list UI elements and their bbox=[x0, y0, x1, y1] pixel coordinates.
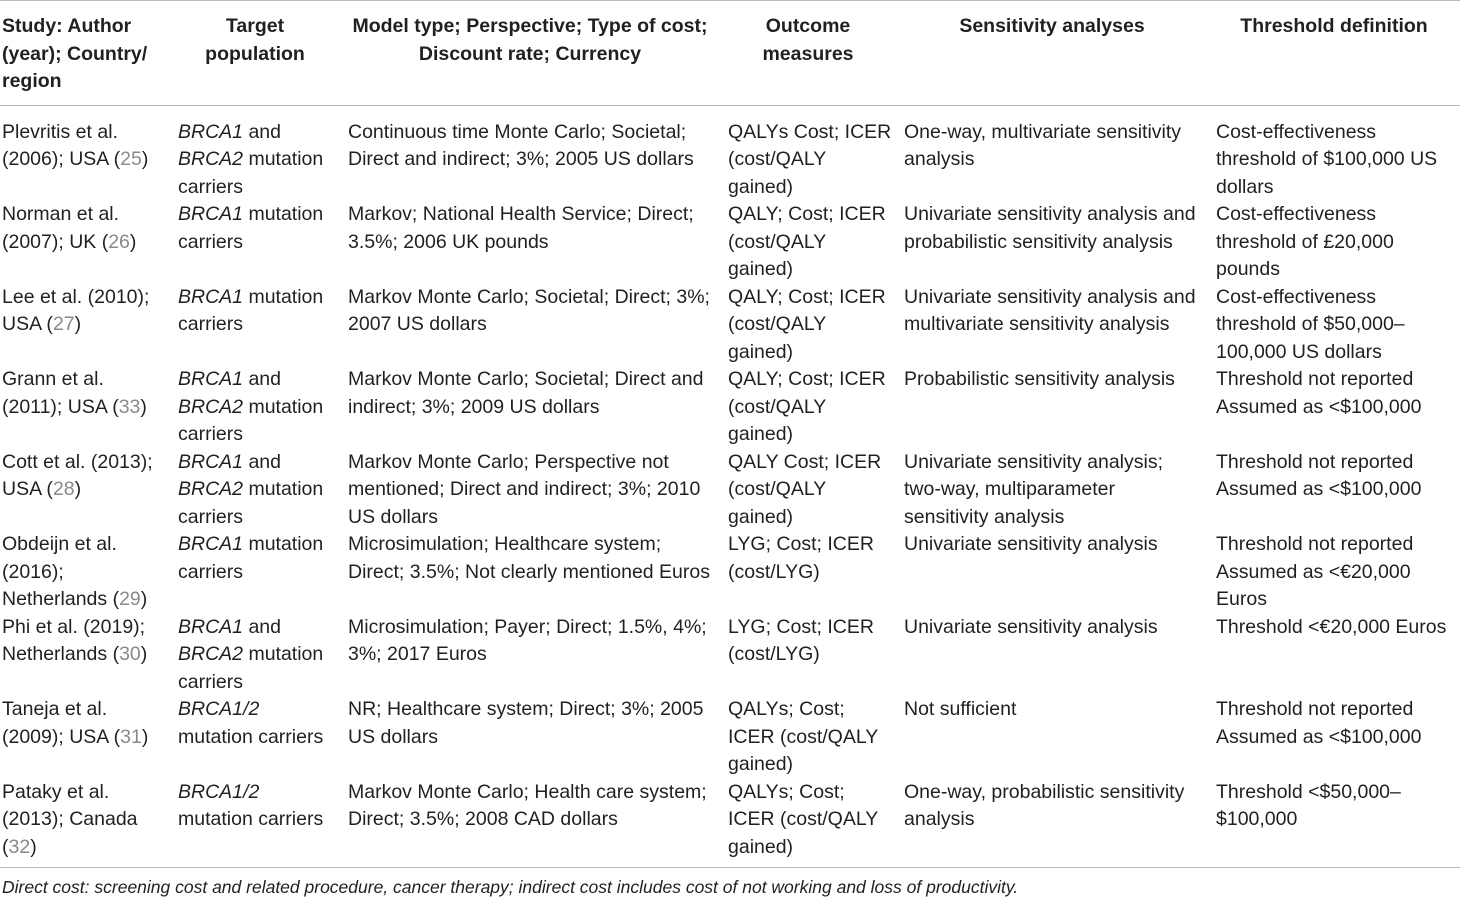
cell-population bbox=[170, 779, 340, 868]
ref-close: ) bbox=[74, 478, 82, 500]
reference-link[interactable]: 29 bbox=[119, 588, 141, 610]
cell-model: Markov Monte Carlo; Health care system; Direct; 3.5%; 2008 CAD dollars bbox=[340, 779, 720, 868]
cell-sensitivity: Univariate sensitivity analysis and multivariate sensitivity analysis bbox=[904, 285, 1196, 335]
ref-close: ) bbox=[140, 643, 148, 665]
ref-close: ) bbox=[140, 588, 148, 610]
reference-link[interactable]: 32 bbox=[8, 835, 31, 858]
ref-close: ) bbox=[141, 148, 149, 170]
gene-name: BRCA1 bbox=[178, 285, 244, 308]
ref-close: ) bbox=[74, 313, 82, 335]
cell-sensitivity: Univariate sensitivity analysis bbox=[904, 533, 1158, 555]
cell-study bbox=[0, 366, 170, 449]
table-row bbox=[0, 105, 1460, 201]
reference-link[interactable]: 26 bbox=[108, 230, 130, 253]
table-row bbox=[0, 779, 1460, 868]
table-row bbox=[0, 531, 1460, 614]
study-text: Norman et al. (2007); UK ( bbox=[2, 203, 120, 253]
cell-sensitivity: One-way, probabilistic sensitivity analysis bbox=[896, 779, 1208, 868]
cell-outcome: LYG; Cost; ICER (cost/LYG) bbox=[728, 533, 874, 583]
table-row bbox=[0, 696, 1460, 779]
table-footnote: Direct cost: screening cost and related procedure, cancer therapy; indirect cost includes cost of not working and loss of productivity. bbox=[2, 877, 1019, 897]
study-text: Phi et al. (2019); Netherlands ( bbox=[2, 615, 146, 665]
population-text: mutation carriers bbox=[178, 148, 324, 198]
cell-outcome: QALYs; Cost; ICER (cost/QALY gained) bbox=[728, 698, 878, 775]
cell-population bbox=[170, 284, 340, 367]
study-text: Pataky et al. (2013); Canada ( bbox=[2, 780, 138, 858]
study-text: Plevritis et al. (2006); USA ( bbox=[2, 120, 121, 170]
cell-population bbox=[170, 696, 340, 779]
header-row bbox=[0, 1, 1460, 106]
cell-threshold: Cost-effectiveness threshold of £20,000 pounds bbox=[1216, 203, 1394, 280]
gene-name: BRCA1/2 bbox=[178, 780, 260, 803]
cell-sensitivity: Probabilistic sensitivity analysis bbox=[904, 368, 1175, 390]
gene-name-2: BRCA2 bbox=[178, 395, 244, 418]
reference-link[interactable]: 31 bbox=[120, 725, 142, 748]
cell-outcome: QALY; Cost; ICER (cost/QALY gained) bbox=[728, 203, 886, 280]
cell-outcome: QALY; Cost; ICER (cost/QALY gained) bbox=[728, 368, 886, 445]
gene-joiner: and bbox=[243, 615, 281, 638]
population-text: mutation carriers bbox=[178, 533, 324, 583]
ref-close: ) bbox=[129, 230, 137, 253]
cell-threshold: Threshold not reported Assumed as <$100,000 bbox=[1216, 698, 1422, 748]
gene-name: BRCA1 bbox=[178, 368, 244, 390]
population-text: mutation carriers bbox=[178, 478, 324, 528]
gene-name: BRCA1 bbox=[178, 533, 244, 555]
cell-threshold: Cost-effectiveness threshold of $100,000 US dollars bbox=[1216, 120, 1438, 198]
gene-name: BRCA1/2 bbox=[178, 698, 260, 720]
population-text: mutation carriers bbox=[178, 725, 324, 748]
cell-threshold: Cost-effectiveness threshold of $50,000–100,000 US dollars bbox=[1216, 285, 1405, 363]
cell-sensitivity: Univariate sensitivity analysis and probabilistic sensitivity analysis bbox=[904, 203, 1196, 253]
study-text: Obdeijn et al. (2016); Netherlands ( bbox=[2, 533, 120, 610]
cell-threshold: Threshold <$50,000–$100,000 bbox=[1208, 779, 1460, 868]
cell-model: Continuous time Monte Carlo; Societal; Direct and indirect; 3%; 2005 US dollars bbox=[348, 120, 694, 170]
header-outcome-measures: Outcome measures bbox=[720, 1, 896, 106]
population-text: mutation carriers bbox=[178, 808, 324, 830]
cell-model: Markov; National Health Service; Direct; 3.5%; 2006 UK pounds bbox=[348, 203, 694, 253]
cell-model: Markov Monte Carlo; Perspective not mentioned; Direct and indirect; 3%; 2010 US dollars bbox=[348, 450, 701, 528]
gene-name-2: BRCA2 bbox=[178, 643, 244, 665]
table-row bbox=[0, 366, 1460, 449]
cell-study bbox=[0, 779, 170, 868]
study-text: Grann et al. (2011); USA ( bbox=[2, 368, 119, 418]
cell-threshold: Threshold not reported Assumed as <$100,000 bbox=[1216, 450, 1422, 500]
table-header bbox=[0, 1, 1460, 106]
reference-link[interactable]: 28 bbox=[52, 478, 75, 500]
cell-model: Markov Monte Carlo; Societal; Direct and indirect; 3%; 2009 US dollars bbox=[348, 368, 704, 418]
ref-close: ) bbox=[141, 725, 149, 748]
ref-close: ) bbox=[30, 835, 37, 858]
population-text: mutation carriers bbox=[178, 285, 324, 335]
cell-population bbox=[170, 449, 340, 532]
gene-joiner: and bbox=[243, 450, 281, 473]
cell-population bbox=[170, 201, 340, 284]
gene-name: BRCA1 bbox=[178, 120, 244, 143]
cell-population bbox=[170, 614, 340, 697]
cell-study bbox=[0, 105, 170, 201]
header-study: Study: Author (year); Country/ region bbox=[0, 1, 170, 106]
cell-outcome: QALY; Cost; ICER (cost/QALY gained) bbox=[728, 285, 886, 363]
gene-name: BRCA1 bbox=[178, 450, 244, 473]
population-text: mutation carriers bbox=[178, 643, 324, 693]
table-row bbox=[0, 614, 1460, 697]
reference-link[interactable]: 25 bbox=[120, 148, 142, 170]
cell-model: Markov Monte Carlo; Societal; Direct; 3%; 2007 US dollars bbox=[348, 285, 710, 335]
cell-population bbox=[170, 105, 340, 201]
cell-threshold: Threshold <€20,000 Euros bbox=[1216, 615, 1447, 638]
header-threshold-definition: Threshold definition bbox=[1208, 1, 1460, 106]
cell-sensitivity: One-way, multivariate sensitivity analysis bbox=[904, 120, 1182, 170]
cell-threshold: Threshold not reported Assumed as <€20,000 Euros bbox=[1216, 533, 1414, 610]
gene-name-2: BRCA2 bbox=[178, 148, 244, 170]
study-text: Lee et al. (2010); USA ( bbox=[2, 285, 150, 335]
cell-sensitivity: Univariate sensitivity analysis bbox=[904, 615, 1158, 638]
cell-model: Microsimulation; Payer; Direct; 1.5%, 4%; 3%; 2017 Euros bbox=[348, 615, 707, 665]
cell-study bbox=[0, 284, 170, 367]
table-body bbox=[0, 105, 1460, 868]
study-text: Taneja et al. (2009); USA ( bbox=[2, 698, 121, 748]
cell-threshold: Threshold not reported Assumed as <$100,000 bbox=[1216, 368, 1422, 418]
cell-outcome: QALYs; Cost; ICER (cost/QALY gained) bbox=[720, 779, 896, 868]
table-row bbox=[0, 284, 1460, 367]
cell-sensitivity: Univariate sensitivity analysis; two-way, multiparameter sensitivity analysis bbox=[904, 450, 1164, 528]
gene-name-2: BRCA2 bbox=[178, 478, 244, 500]
gene-joiner: and bbox=[243, 368, 281, 390]
header-sensitivity-analyses: Sensitivity analyses bbox=[896, 1, 1208, 106]
reference-link[interactable]: 33 bbox=[118, 395, 141, 418]
header-target-population: Target population bbox=[170, 1, 340, 106]
table-row bbox=[0, 449, 1460, 532]
header-model-type: Model type; Perspective; Type of cost; Discount rate; Currency bbox=[340, 1, 720, 106]
cell-model: NR; Healthcare system; Direct; 3%; 2005 US dollars bbox=[348, 698, 704, 748]
study-text: Cott et al. (2013); USA ( bbox=[2, 450, 153, 500]
cell-study bbox=[0, 449, 170, 532]
cell-outcome: LYG; Cost; ICER (cost/LYG) bbox=[728, 615, 874, 665]
gene-name: BRCA1 bbox=[178, 615, 244, 638]
cell-study bbox=[0, 696, 170, 779]
reference-link[interactable]: 27 bbox=[52, 313, 75, 335]
cell-model: Microsimulation; Healthcare system; Direct; 3.5%; Not clearly mentioned Euros bbox=[348, 533, 710, 583]
ref-close: ) bbox=[140, 395, 147, 418]
cell-study bbox=[0, 614, 170, 697]
cell-study bbox=[0, 201, 170, 284]
reference-link[interactable]: 30 bbox=[119, 643, 141, 665]
cell-outcome: QALYs Cost; ICER (cost/QALY gained) bbox=[728, 120, 892, 198]
population-text: mutation carriers bbox=[178, 203, 324, 253]
cell-outcome: QALY Cost; ICER (cost/QALY gained) bbox=[728, 450, 882, 528]
cell-study bbox=[0, 531, 170, 614]
table-row bbox=[0, 201, 1460, 284]
population-text: mutation carriers bbox=[178, 395, 324, 445]
gene-name: BRCA1 bbox=[178, 203, 244, 225]
cell-sensitivity: Not sufficient bbox=[904, 698, 1017, 720]
gene-joiner: and bbox=[243, 120, 281, 143]
cell-population bbox=[170, 531, 340, 614]
cell-population bbox=[170, 366, 340, 449]
